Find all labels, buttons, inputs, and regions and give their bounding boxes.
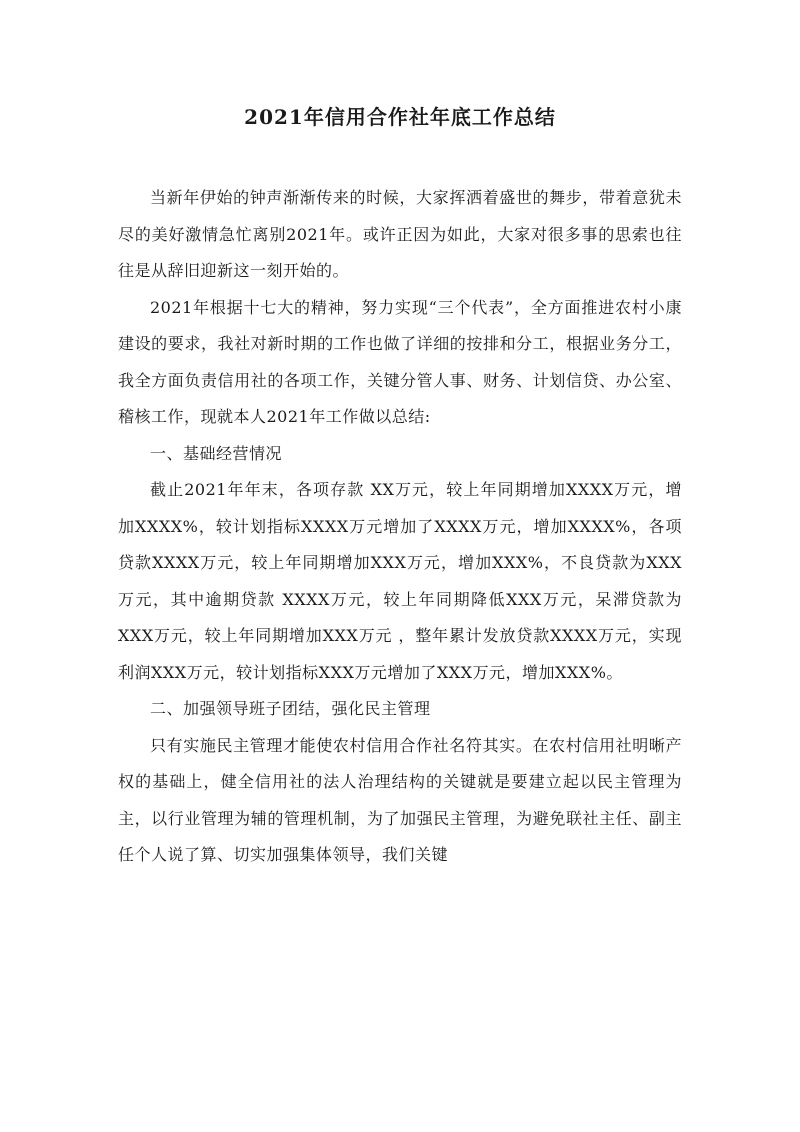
paragraph-democratic-management: 只有实施民主管理才能使农村信用合作社名符其实。在农村信用社明晰产权的基础上，健全信用社的法人治理结构的关键就是要建立起以民主管理为主，以行业管理为辅的管理机制，为了加强民主管理，为避免联社主任、副主任个人说了算、切实加强集体领导，我们关键 — [118, 735, 682, 864]
section-heading-leadership: 二、加强领导班子团结，强化民主管理 — [150, 699, 431, 718]
document-body — [118, 180, 682, 874]
paragraph-intro: 当新年伊始的钟声渐渐传来的时候，大家挥洒着盛世的舞步，带着意犹未尽的美好激情急忙离别2021年。或许正因为如此，大家对很多事的思索也往往是从辞旧迎新这一刻开始的。 — [118, 188, 682, 280]
document-title: 2021年信用合作社年底工作总结 — [244, 105, 556, 129]
paragraph-overview: 2021年根据十七大的精神，努力实现“三个代表”，全方面推进农村小康建设的要求，我社对新时期的工作也做了详细的按排和分工，根据业务分工，我全方面负责信用社的各项工作，关键分管人事、财务、计划信贷、办公室、稽核工作，现就本人2021年工作做以总结: — [118, 297, 682, 426]
paragraph-operations-data: 截止2021年年末，各项存款 XX万元，较上年同期增加XXXX万元，增加XXXX%，较计划指标XXXX万元增加了XXXX万元，增加XXXX%，各项贷款XXXX万元，较上年同期增加XXX万元，增加XXX%，不良贷款为XXX万元，其中逾期贷款 XXXX万元，较上年同期降低XXX万元，呆滞贷款为XXX万元，较上年同期增加XXX万元 ，整年累计发放贷款XXXX万元，实现利润XXX万元，较计划指标XXX万元增加了XXX万元，增加XXX%。 — [118, 480, 682, 682]
section-heading-basic-operations: 一、基础经营情况 — [150, 443, 283, 463]
